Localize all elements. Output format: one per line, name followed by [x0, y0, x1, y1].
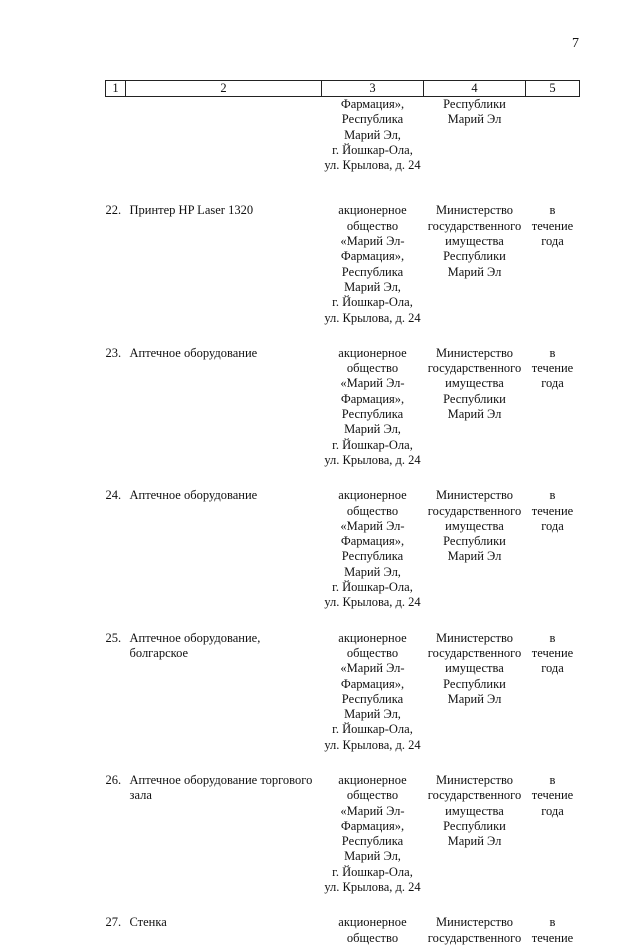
owner-line: Министерство — [435, 772, 514, 787]
holder-line: «Марий Эл- — [340, 376, 405, 391]
row-number: 22. — [105, 203, 122, 218]
holder-line: Марий Эл, — [344, 564, 401, 579]
column-header-2: 2 — [126, 81, 322, 97]
holder-line: Фармация», — [340, 534, 405, 549]
owner-line: имущества — [445, 376, 504, 391]
owner-line: Марий Эл — [447, 112, 502, 127]
row-number: 23. — [105, 345, 122, 360]
owner-cell — [424, 631, 526, 773]
holder-line: Фармация», — [340, 818, 405, 833]
holder-line: общество — [346, 788, 399, 803]
holder-cell — [322, 631, 424, 773]
term-line: течение — [531, 218, 574, 233]
holder-line: Марий Эл, — [344, 127, 401, 142]
owner-cell — [424, 203, 526, 345]
holder-line: акционерное — [338, 345, 407, 360]
item-name: Аптечное оборудование — [129, 345, 258, 360]
owner-line: Республики — [443, 534, 506, 549]
column-number-header-row — [106, 81, 580, 97]
term-line: течение — [531, 930, 574, 945]
owner-line: имущества — [445, 234, 504, 249]
holder-line: Республика — [341, 549, 404, 564]
holder-line: Республика — [341, 691, 404, 706]
holder-line: ул. Крылова, д. 24 — [324, 737, 421, 752]
term-line: года — [541, 661, 564, 676]
continued-owner-cell — [424, 97, 526, 204]
owner-line: государственного — [427, 503, 522, 518]
term-line: в — [549, 203, 556, 218]
holder-line: Марий Эл, — [344, 279, 401, 294]
holder-line: «Марий Эл- — [340, 803, 405, 818]
holder-line: г. Йошкар-Ола, — [332, 864, 413, 879]
term-line: течение — [531, 361, 574, 376]
holder-cell — [322, 488, 424, 630]
owner-cell — [424, 773, 526, 915]
holder-line: общество — [346, 930, 399, 945]
page-number: 7 — [572, 36, 579, 51]
owner-line: имущества — [445, 803, 504, 818]
owner-line: государственного — [427, 218, 522, 233]
row-number: 25. — [105, 630, 122, 645]
holder-line: акционерное — [338, 915, 407, 930]
owner-line: Министерство — [435, 630, 514, 645]
holder-cell — [322, 773, 424, 915]
continued-num-cell — [106, 97, 126, 204]
holder-line: г. Йошкар-Ола, — [332, 722, 413, 737]
owner-cell — [424, 915, 526, 946]
holder-cell — [322, 203, 424, 345]
holder-line: г. Йошкар-Ола, — [332, 580, 413, 595]
continued-name-cell — [126, 97, 322, 204]
holder-line: Республика — [341, 264, 404, 279]
holder-line: акционерное — [338, 630, 407, 645]
term-line: течение — [531, 645, 574, 660]
term-cell — [526, 488, 580, 630]
holder-line: общество — [346, 645, 399, 660]
owner-line: Марий Эл — [447, 549, 502, 564]
continued-holder-cell — [322, 97, 424, 204]
table-row — [106, 488, 580, 630]
owner-line: Республики — [443, 676, 506, 691]
item-name: Аптечное оборудование — [129, 488, 258, 503]
table-row — [106, 773, 580, 915]
table-row — [106, 346, 580, 488]
holder-line: г. Йошкар-Ола, — [332, 295, 413, 310]
owner-line: Министерство — [435, 915, 514, 930]
holder-line: ул. Крылова, д. 24 — [324, 310, 421, 325]
holder-line: ул. Крылова, д. 24 — [324, 880, 421, 895]
column-header-3: 3 — [322, 81, 424, 97]
holder-line: ул. Крылова, д. 24 — [324, 595, 421, 610]
owner-line: Марий Эл — [447, 264, 502, 279]
column-header-4: 4 — [424, 81, 526, 97]
term-line: года — [541, 803, 564, 818]
row-number: 24. — [105, 488, 122, 503]
term-line: в — [549, 772, 556, 787]
row-number: 27. — [105, 915, 122, 930]
term-line: в — [549, 915, 556, 930]
holder-line: акционерное — [338, 203, 407, 218]
owner-line: государственного — [427, 645, 522, 660]
holder-line: г. Йошкар-Ола, — [332, 142, 413, 157]
item-name: Аптечное оборудование торгового зала — [129, 772, 313, 803]
item-name: Аптечное оборудование, болгарское — [129, 630, 261, 660]
owner-cell — [424, 488, 526, 630]
owner-line: Республики — [443, 249, 506, 264]
owner-line: Республики — [443, 818, 506, 833]
term-cell — [526, 773, 580, 915]
owner-line: Республики — [443, 97, 506, 111]
holder-line: акционерное — [338, 772, 407, 787]
term-line: года — [541, 234, 564, 249]
owner-line: Марий Эл — [447, 834, 502, 849]
table-row — [106, 631, 580, 773]
holder-line: г. Йошкар-Ола, — [332, 437, 413, 452]
owner-line: Министерство — [435, 488, 514, 503]
item-name: Принтер HP Laser 1320 — [129, 203, 254, 218]
term-cell — [526, 346, 580, 488]
holder-cell — [322, 915, 424, 946]
holder-line: Марий Эл, — [344, 849, 401, 864]
owner-line: Министерство — [435, 203, 514, 218]
owner-line: Марий Эл — [447, 407, 502, 422]
holder-line: Республика — [341, 112, 404, 127]
owner-line: имущества — [445, 661, 504, 676]
owner-line: государственного — [427, 788, 522, 803]
holder-line: Республика — [341, 834, 404, 849]
continued-row — [106, 97, 580, 204]
term-line: течение — [531, 788, 574, 803]
owner-line: Республики — [443, 391, 506, 406]
table-row — [106, 203, 580, 345]
holder-line: Фармация», — [340, 676, 405, 691]
owner-line: Марий Эл — [447, 691, 502, 706]
row-number: 26. — [105, 772, 122, 787]
owner-line: имущества — [445, 518, 504, 533]
property-table — [105, 80, 580, 946]
column-header-1: 1 — [106, 81, 126, 97]
term-line: течение — [531, 503, 574, 518]
owner-line: Министерство — [435, 345, 514, 360]
term-line: в — [549, 488, 556, 503]
continued-term-cell — [526, 97, 580, 204]
term-line: в — [549, 630, 556, 645]
table-row — [106, 915, 580, 946]
owner-line: государственного — [427, 361, 522, 376]
holder-line: ул. Крылова, д. 24 — [324, 452, 421, 467]
holder-line: Марий Эл, — [344, 422, 401, 437]
holder-line: общество — [346, 361, 399, 376]
owner-line: государственного — [427, 930, 522, 945]
item-name: Стенка — [129, 915, 167, 930]
holder-line: ул. Крылова, д. 24 — [324, 158, 421, 173]
column-header-5: 5 — [526, 81, 580, 97]
holder-line: Республика — [341, 407, 404, 422]
term-line: в — [549, 345, 556, 360]
term-cell — [526, 631, 580, 773]
holder-line: «Марий Эл- — [340, 661, 405, 676]
owner-cell — [424, 346, 526, 488]
holder-cell — [322, 346, 424, 488]
term-line: года — [541, 518, 564, 533]
holder-line: акционерное — [338, 488, 407, 503]
term-cell — [526, 915, 580, 946]
holder-line: «Марий Эл- — [340, 234, 405, 249]
holder-line: Фармация», — [340, 391, 405, 406]
term-cell — [526, 203, 580, 345]
holder-line: Марий Эл, — [344, 707, 401, 722]
term-line: года — [541, 376, 564, 391]
holder-line: Фармация», — [340, 97, 405, 111]
holder-line: общество — [346, 503, 399, 518]
holder-line: «Марий Эл- — [340, 518, 405, 533]
holder-line: общество — [346, 218, 399, 233]
holder-line: Фармация», — [340, 249, 405, 264]
